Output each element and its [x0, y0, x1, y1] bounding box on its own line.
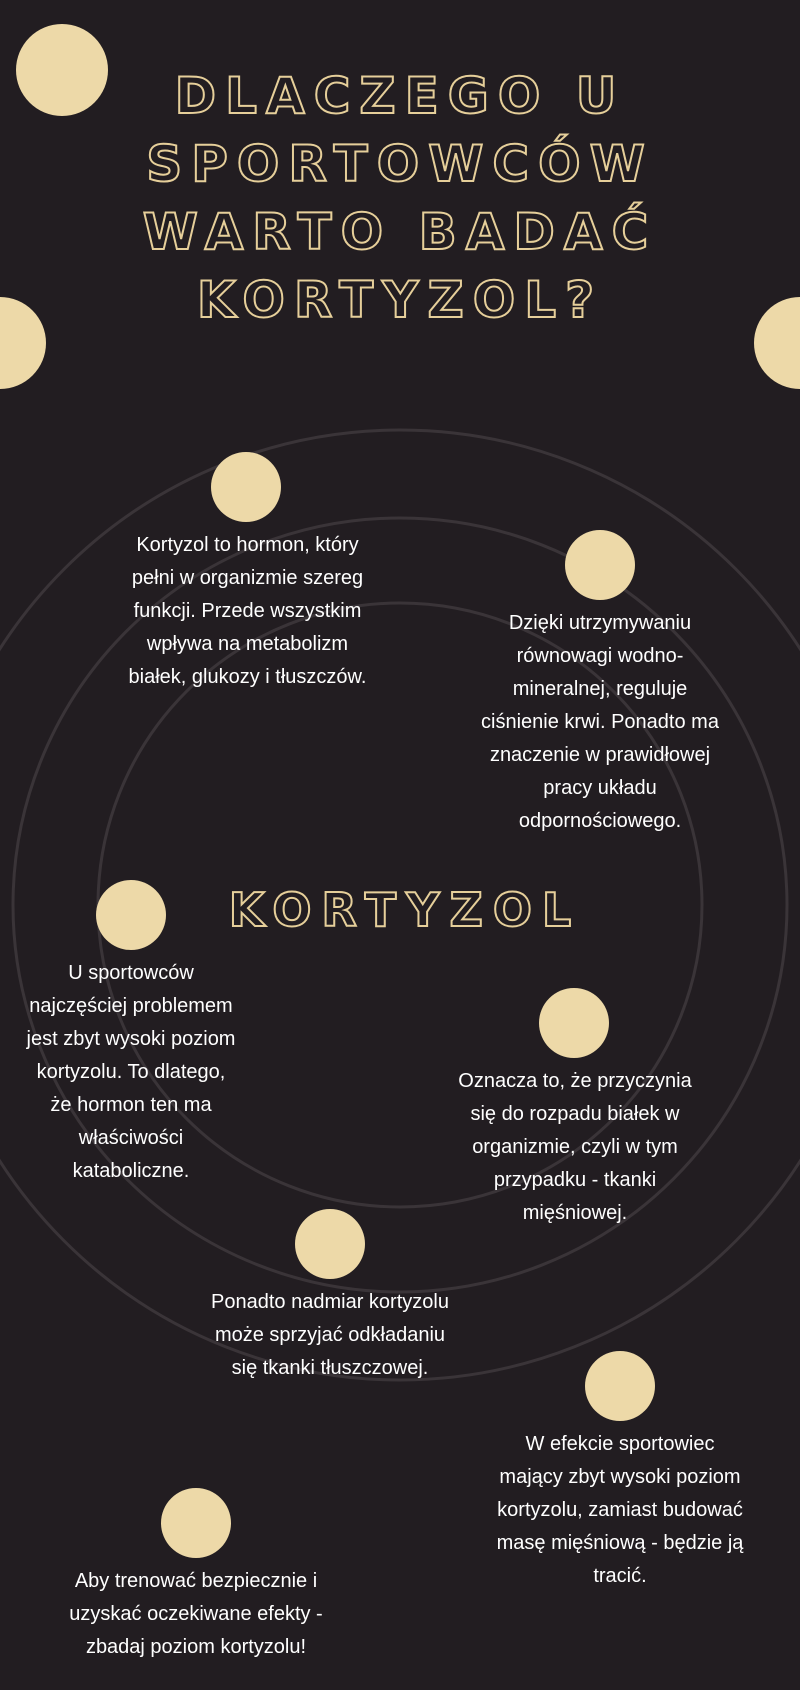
- fact-7-text: Aby trenować bezpiecznie i uzyskać oczekiwane efekty - zbadaj poziom kortyzolu!: [69, 1570, 323, 1658]
- fact-marker-4: [539, 988, 609, 1058]
- fact-marker-1: [211, 452, 281, 522]
- fact-1-text: Kortyzol to hormon, który pełni w organizmie szereg funkcji. Przede wszystkim wpływa na metabolizm białek, glukozy i tłuszczów.: [128, 534, 367, 688]
- infographic-title: DLACZEGO U SPORTOWCÓW WARTO BADAĆ KORTYZOL?: [142, 67, 658, 329]
- fact-marker-6: [585, 1351, 655, 1421]
- fact-2-text: Dzięki utrzymywaniu równowagi wodno- mineralnej, reguluje ciśnienie krwi. Ponadto ma znaczenie w prawidłowej pracy układu odpornościowego.: [481, 612, 719, 832]
- fact-6-text: W efekcie sportowiec mający zbyt wysoki poziom kortyzolu, zamiast budować masę mięśniową - będzie ją tracić.: [496, 1433, 744, 1587]
- fact-3-text: U sportowców najczęściej problemem jest zbyt wysoki poziom kortyzolu. To dlatego, że hormon ten ma właściwości kataboliczne.: [26, 962, 236, 1182]
- fact-5-text: Ponadto nadmiar kortyzolu może sprzyjać odkładaniu się tkanki tłuszczowej.: [211, 1291, 449, 1379]
- fact-marker-7: [161, 1488, 231, 1558]
- decor-dot-top-left: [16, 24, 108, 116]
- center-label: KORTYZOL: [228, 883, 582, 937]
- fact-4-text: Oznacza to, że przyczynia się do rozpadu białek w organizmie, czyli w tym przypadku - tkanki mięśniowej.: [458, 1070, 692, 1224]
- fact-marker-5: [295, 1209, 365, 1279]
- fact-marker-2: [565, 530, 635, 600]
- fact-marker-3: [96, 880, 166, 950]
